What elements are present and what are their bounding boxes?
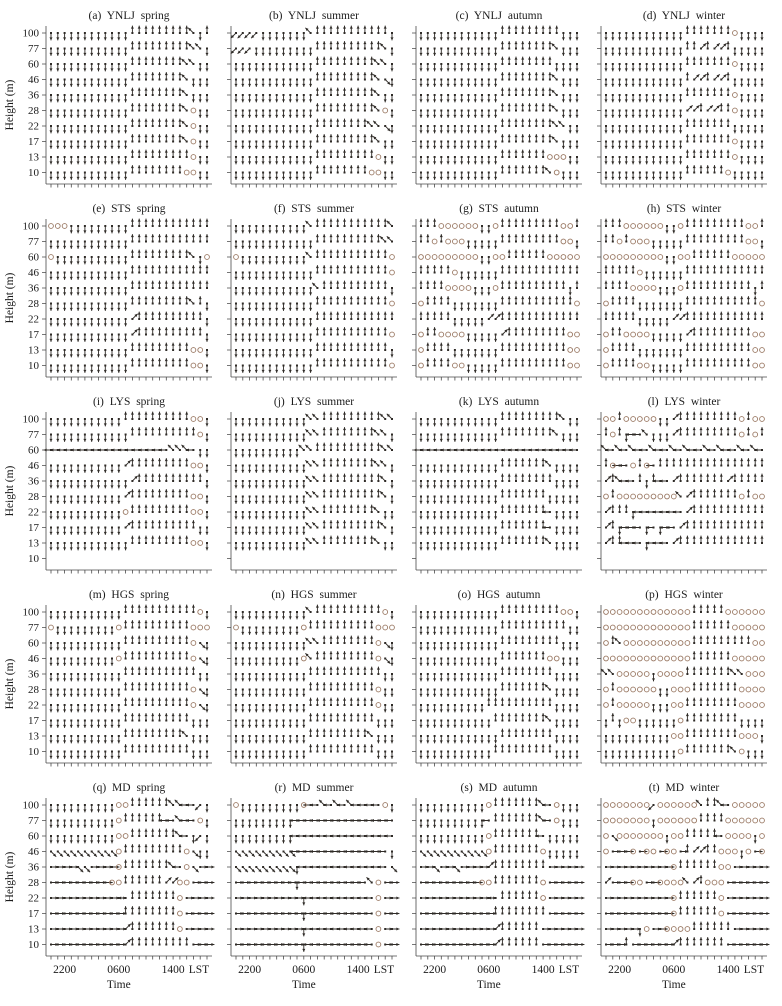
panel-p: [597, 589, 767, 767]
y-tick-label: 10: [28, 939, 39, 951]
calm-circles: [49, 224, 210, 368]
wind-arrow-heads: [50, 219, 209, 373]
y-axis-label: Height (m): [4, 272, 16, 324]
y-tick-label: 100: [22, 799, 39, 812]
y-tick-label: 77: [28, 622, 39, 634]
wind-arrow-heads: [235, 219, 394, 373]
calm-circles: [480, 803, 559, 901]
calm-circles: [604, 610, 765, 754]
wind-arrow-heads: [605, 219, 764, 373]
wind-arrow-shafts: [606, 219, 762, 373]
y-tick-label: 60: [28, 444, 39, 457]
panel-q: [4, 782, 214, 991]
y-tick-label: 60: [28, 251, 39, 264]
x-tick-label: 0600: [477, 964, 501, 976]
panel-title-l: (l) LYS winter: [647, 396, 721, 408]
x-tick-label: 2200: [238, 964, 262, 976]
wind-arrow-shafts: [236, 605, 392, 759]
wind-arrow-shafts: [51, 219, 207, 373]
panel-l: [597, 396, 767, 574]
wind-arrow-tail-dots: [235, 418, 393, 544]
panel-axes: [227, 798, 397, 960]
y-tick-label: 46: [28, 846, 39, 858]
panel-h: [597, 203, 767, 381]
wind-arrow-tail-dots: [420, 418, 578, 544]
y-tick-label: 36: [28, 475, 39, 488]
wind-arrow-tail-dots: [235, 32, 393, 174]
panel-title-c: (c) YNLJ autumn: [455, 10, 543, 22]
wind-arrow-tail-dots: [420, 611, 578, 753]
panel-axes: [412, 798, 582, 960]
wind-arrow-tail-dots: [420, 804, 578, 946]
x-tick-label: 1400: [346, 964, 370, 976]
wind-arrow-tail-dots: [235, 804, 393, 946]
wind-arrow-tail-dots: [50, 32, 208, 174]
wind-arrow-tail-dots: [50, 611, 208, 753]
y-tick-label: 22: [28, 699, 39, 712]
panel-r: [227, 782, 399, 991]
calm-circles: [234, 255, 395, 368]
panel-a: [4, 10, 212, 188]
calm-circles: [604, 417, 765, 499]
y-tick-label: 13: [28, 151, 39, 164]
wind-arrow-heads: [420, 605, 579, 759]
panel-title-r: (r) MD summer: [274, 782, 354, 794]
y-tick-label: 77: [28, 815, 39, 827]
x-axis-label: Time: [291, 979, 316, 991]
panel-axes: [412, 26, 582, 188]
y-tick-label: 22: [28, 506, 39, 519]
panel-title-e: (e) STS spring: [92, 203, 166, 215]
calm-circles: [110, 803, 203, 932]
y-tick-label: 10: [28, 360, 39, 372]
y-tick-label: 100: [22, 413, 39, 426]
y-tick-label: 10: [28, 553, 39, 565]
calm-circles: [604, 224, 765, 368]
panel-title-g: (g) STS autumn: [459, 203, 539, 215]
panel-title-n: (n) HGS summer: [271, 589, 357, 601]
y-tick-label: 77: [28, 236, 39, 248]
panel-f: [227, 203, 397, 381]
y-axis-label: Height (m): [4, 465, 16, 517]
wind-arrow-tail-dots: [605, 32, 763, 174]
wind-arrow-shafts: [421, 605, 577, 759]
panel-title-i: (i) LYS spring: [93, 396, 165, 408]
wind-arrow-shafts: [51, 605, 207, 759]
y-tick-label: 28: [28, 298, 39, 310]
wind-arrow-tail-dots: [235, 611, 393, 753]
y-tick-label: 17: [28, 522, 39, 534]
y-tick-label: 46: [28, 267, 39, 279]
y-tick-label: 100: [22, 27, 39, 40]
y-axis-label: Height (m): [4, 79, 16, 131]
y-tick-label: 13: [28, 344, 39, 357]
panel-d: [597, 10, 767, 188]
x-tick-label: 0600: [107, 964, 131, 976]
wind-arrow-tail-dots: [420, 225, 578, 367]
x-tick-label: 2200: [608, 964, 632, 976]
wind-arrow-heads: [231, 26, 394, 180]
y-tick-label: 77: [28, 43, 39, 55]
panel-title-o: (o) HGS autumn: [457, 589, 541, 601]
wind-arrow-heads: [235, 605, 394, 759]
wind-arrow-shafts: [236, 412, 392, 551]
y-tick-label: 46: [28, 653, 39, 665]
wind-arrow-heads: [50, 605, 209, 759]
y-axis-label: Height (m): [4, 658, 16, 710]
wind-arrow-shafts: [236, 219, 392, 373]
y-tick-label: 17: [28, 715, 39, 727]
panel-n: [227, 589, 397, 767]
y-tick-label: 17: [28, 329, 39, 341]
panel-title-m: (m) HGS spring: [88, 589, 170, 601]
panel-g: [412, 203, 582, 381]
wind-arrow-tail-dots: [605, 804, 763, 946]
y-tick-label: 36: [28, 668, 39, 681]
y-tick-label: 28: [28, 105, 39, 117]
calm-circles: [419, 224, 580, 368]
panel-t: [597, 782, 769, 991]
panel-title-q: (q) MD spring: [92, 782, 166, 794]
panel-e: [4, 203, 212, 381]
y-tick-label: 60: [28, 830, 39, 843]
y-tick-label: 28: [28, 491, 39, 503]
x-unit-label: LST: [188, 964, 210, 976]
y-tick-label: 28: [28, 877, 39, 889]
x-unit-label: LST: [558, 964, 580, 976]
panel-title-h: (h) STS winter: [646, 203, 722, 215]
wind-arrow-heads: [420, 219, 579, 373]
calm-circles: [123, 417, 202, 546]
wind-arrow-shafts: [421, 219, 577, 373]
panel-title-f: (f) STS summer: [273, 203, 355, 215]
y-tick-label: 77: [28, 429, 39, 441]
wind-arrow-tail-dots: [50, 225, 208, 367]
panel-title-s: (s) MD autumn: [460, 782, 538, 794]
panel-b: [227, 10, 397, 188]
wind-arrow-heads: [235, 412, 394, 551]
y-axis-label: Height (m): [4, 851, 16, 903]
x-axis-label: Time: [661, 979, 686, 991]
y-tick-label: 46: [28, 460, 39, 472]
y-tick-label: 22: [28, 120, 39, 133]
y-tick-label: 17: [28, 136, 39, 148]
wind-arrow-heads: [50, 26, 209, 180]
panel-axes: [42, 26, 212, 188]
panel-j: [227, 396, 397, 574]
panel-title-t: (t) MD winter: [648, 782, 720, 794]
panel-o: [412, 589, 582, 767]
y-tick-label: 36: [28, 89, 39, 102]
panel-s: [412, 782, 584, 991]
wind-arrow-heads: [605, 26, 764, 180]
y-tick-label: 22: [28, 313, 39, 326]
panel-i: [4, 396, 212, 574]
y-tick-label: 36: [28, 861, 39, 874]
y-tick-label: 10: [28, 167, 39, 179]
y-tick-label: 17: [28, 908, 39, 920]
panel-title-j: (j) LYS summer: [273, 396, 355, 408]
calm-circles: [726, 31, 738, 175]
y-tick-label: 22: [28, 892, 39, 905]
calm-circles: [49, 610, 210, 708]
y-tick-label: 10: [28, 746, 39, 758]
y-tick-label: 100: [22, 220, 39, 233]
wind-arrow-shafts: [421, 26, 577, 180]
panel-k: [412, 396, 582, 574]
calm-circles: [234, 610, 395, 708]
wind-arrow-tail-dots: [420, 32, 578, 174]
y-tick-label: 13: [28, 537, 39, 550]
wind-arrow-tail-dots: [605, 611, 763, 753]
y-tick-label: 13: [28, 730, 39, 743]
y-tick-label: 36: [28, 282, 39, 295]
x-tick-label: 0600: [292, 964, 316, 976]
y-tick-label: 13: [28, 923, 39, 936]
panel-title-a: (a) YNLJ spring: [88, 10, 170, 22]
x-tick-label: 1400: [531, 964, 555, 976]
x-tick-label: 2200: [423, 964, 447, 976]
y-tick-label: 60: [28, 637, 39, 650]
panel-title-d: (d) YNLJ winter: [642, 10, 726, 22]
wind-arrow-tail-dots: [50, 418, 208, 544]
panel-axes: [597, 412, 767, 574]
y-tick-label: 28: [28, 684, 39, 696]
wind-arrow-tail-dots: [50, 804, 208, 946]
x-tick-label: 1400: [161, 964, 185, 976]
wind-arrow-shafts: [51, 26, 207, 180]
x-tick-label: 2200: [53, 964, 77, 976]
panel-title-b: (b) YNLJ summer: [269, 10, 359, 22]
panel-axes: [42, 798, 212, 960]
calm-circles: [547, 610, 572, 661]
x-axis-label: Time: [476, 979, 501, 991]
wind-arrow-heads: [608, 798, 769, 946]
wind-arrow-tail-dots: [605, 225, 763, 367]
x-unit-label: LST: [743, 964, 765, 976]
panel-c: [412, 10, 582, 188]
y-tick-label: 100: [22, 606, 39, 619]
x-axis-label: Time: [106, 979, 131, 991]
y-tick-label: 46: [28, 74, 39, 86]
x-tick-label: 0600: [662, 964, 686, 976]
panel-title-k: (k) LYS autumn: [458, 396, 540, 408]
wind-arrow-tail-dots: [235, 225, 393, 367]
wind-arrow-shafts: [606, 26, 762, 180]
panel-title-p: (p) HGS winter: [645, 589, 723, 601]
x-tick-label: 1400: [716, 964, 740, 976]
y-tick-label: 60: [28, 58, 39, 71]
x-unit-label: LST: [373, 964, 395, 976]
wind-arrow-shafts: [601, 605, 762, 759]
panel-m: [4, 589, 212, 767]
